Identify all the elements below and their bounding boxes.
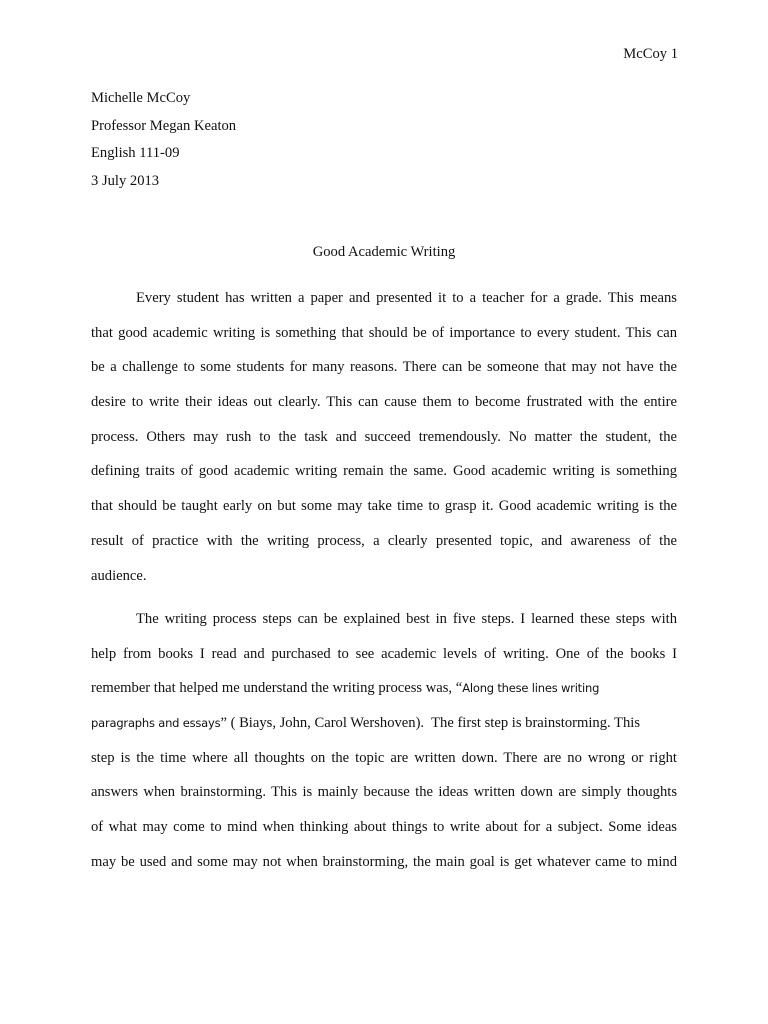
running-head-page-number: McCoy 1 — [623, 46, 678, 62]
text-line — [91, 714, 677, 749]
text-line: be a challenge to some students for many reasons. There can be someone that may not have the — [91, 359, 677, 376]
text-line: of what may come to mind when thinking about things to write about for a subject. Some ideas — [91, 819, 677, 836]
text-line: step is the time where all thoughts on the topic are written down. There are no wrong or right — [91, 749, 677, 766]
author-name: Michelle McCoy — [91, 90, 191, 106]
text-line: desire to write their ideas out clearly. This can cause them to become frustrated with the entire — [91, 394, 677, 411]
mla-header — [91, 89, 236, 199]
text-line: Every student has written a paper and presented it to a teacher for a grade. This means — [136, 290, 677, 306]
text-fragment: ” ( Biays, John, Carol Wershoven). The first step is brainstorming. This — [220, 715, 640, 732]
professor-name: Professor Megan Keaton — [91, 117, 237, 134]
text-line: process. Others may rush to the task and succeed tremendously. No matter the student, the — [91, 428, 677, 445]
book-title-fragment: Along these lines writing — [462, 681, 600, 696]
text-line: that good academic writing is something that should be of importance to every student. This can — [91, 324, 677, 341]
text-line: The writing process steps can be explained best in five steps. I learned these steps with — [136, 611, 677, 627]
text-fragment: remember that helped me understand the writing process was, “ — [91, 680, 463, 697]
text-line: may be used and some may not when brainstorming, the main goal is get whatever came to mind — [91, 853, 677, 870]
text-line: that should be taught early on but some may take time to grasp it. Good academic writing is the — [91, 498, 677, 515]
text-line: result of practice with the writing process, a clearly presented topic, and awareness of the — [91, 532, 677, 549]
course-code: English 111-09 — [91, 145, 180, 161]
paragraph-introduction — [91, 289, 677, 601]
text-line: defining traits of good academic writing remain the same. Good academic writing is something — [91, 463, 677, 480]
text-line: help from books I read and purchased to see academic levels of writing. One of the books I — [91, 645, 677, 662]
book-title-fragment: paragraphs and essays — [91, 716, 221, 731]
text-line: audience. — [91, 567, 147, 584]
text-line — [91, 679, 677, 714]
text-line: answers when brainstorming. This is mainly because the ideas written down are simply thoughts — [91, 784, 677, 801]
essay-title: Good Academic Writing — [312, 244, 456, 260]
submission-date: 3 July 2013 — [91, 172, 160, 189]
paragraph-writing-process — [91, 610, 677, 888]
